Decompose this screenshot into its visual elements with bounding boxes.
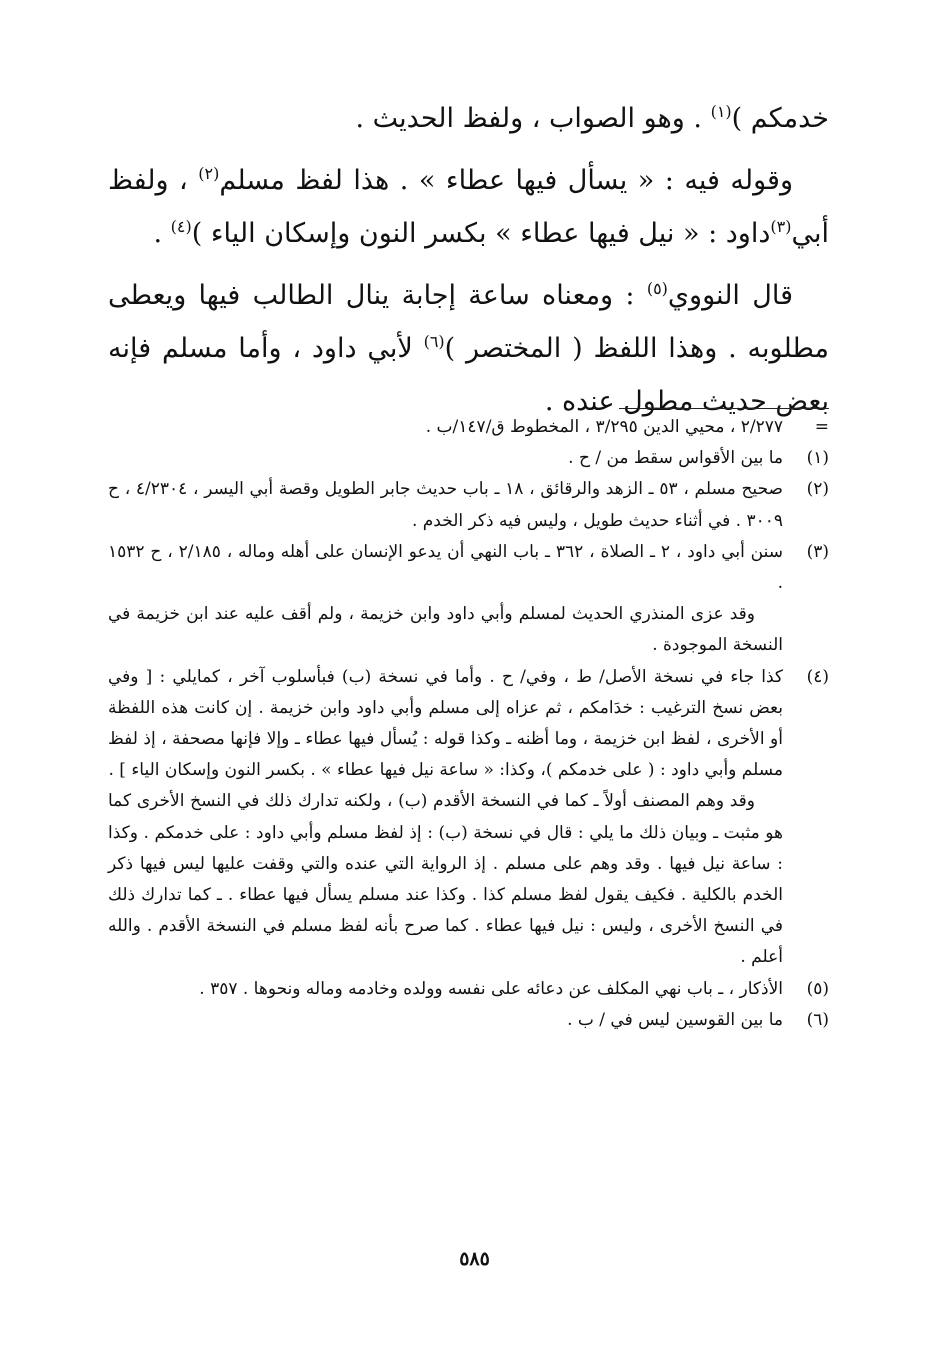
footnote-text: صحيح مسلم ، ٥٣ ـ الزهد والرقائق ، ١٨ ـ باب حديث جابر الطويل وقصة أبي اليسر ، ٤/٢٣٠٤ ، ح ٣٠٠٩ . في أثناء حديث طويل ، وليس فيه ذكر الخدم . [108,479,783,531]
footnote-ref-5[interactable]: (٥) [646,279,668,298]
footnote-6 [108,1005,829,1036]
footnote-ref-3[interactable]: (٣) [770,217,792,236]
footnote-text: الأذكار ، ـ باب نهي المكلف عن دعائه على نفسه وولده وخادمه وماله ونحوها . ٣٥٧ . [199,978,783,999]
footnote-text: ما بين الأقواس سقط من / ح . [568,448,783,469]
footnote-number: (٥) [806,978,829,999]
footnote-ref-2[interactable]: (٢) [198,164,220,183]
footnote-continuation: وقد وهم المصنف أولاً ـ كما في النسخة الأقدم (ب) ، ولكنه تدارك ذلك في النسخ الأخرى كما هو مثبت ـ وبيان ذلك ما يلي : قال في نسخة (ب) : إذ لفظ مسلم وأبي داود : على خدمكم . وكذا : ساعة نيل فيها . وقد وهم على مسلم . إذ الرواية التي عنده والتي وقفت عليها ليس فيها ذكر الخدم بالكلية . فكيف يقول لفظ مسلم كذا . وكذا عند مسلم يسأل فيها عطاء . ـ كما تدارك ذلك في النسخ الأخرى ، وليس : نيل فيها عطاء . كما صرح بأنه لفظ مسلم في النسخة الأقدم . والله أعلم . [108,791,783,968]
footnote-text: سنن أبي داود ، ٢ ـ الصلاة ، ٣٦٢ ـ باب النهي أن يدعو الإنسان على أهله وماله ، ٢/١٨٥ ، ح ١٥٣٢ . [108,541,783,594]
footnote-text: كذا جاء في نسخة الأصل/ ط ، وفي/ ح . وأما في نسخة (ب) فبأسلوب آخر ، كمايلي : [ وفي بعض نسخ الترغيب : خدَامكم ، ثم عزاه إلى مسلم وأبي داود وابن خزيمة . إن كانت هذه اللفظة أو الأخرى ، لفظ ابن خزيمة ، وما أظنه ـ وكذا قوله : يُسأل فيها عطاء ـ وإلا فإنها مصحفة ، إذ لفظ مسلم وأبي داود : ( على خدمكم )، وكذا: « ساعة نيل فيها عطاء » . بكسر النون وإسكان الياء ] . [108,666,783,781]
footnote-text: ما بين القوسين ليس في / ب . [567,1009,783,1030]
footnote-4 [108,662,829,974]
main-text [108,92,829,428]
footnote-5 [108,974,829,1005]
footnote-number: (١) [806,448,829,469]
footnote-2 [108,474,829,536]
paragraph-3: قال النووي$^{(٥)}$ : ومعناه ساعة إجابة ينال الطالب فيها ويعطى مطلوبه . وهذا اللفظ ( المختصر )$^{(٦)}$ لأبي داود ، وأما مسلم فإنه بعض حديث مطول عنده . [108,279,829,417]
footnote-divider [619,408,829,409]
paragraph-1: خدمكم )$^{(١)}$ . وهو الصواب ، ولفظ الحديث . [355,102,829,134]
paragraph-2: وقوله فيه : « يسأل فيها عطاء » . هذا لفظ مسلم$^{(٢)}$ ، ولفظ أبي$^{(٣)}$داود : « نيل فيها عطاء » بكسر النون وإسكان الياء )$^{(٤)}$ . [108,164,829,249]
footnote-number: (٦) [806,1009,829,1030]
footnote-ref-1[interactable]: (١) [710,102,732,121]
footnote-number: = [814,417,829,437]
footnote-text: ٢/٢٧٧ ، محيي الدين ٣/٢٩٥ ، المخطوط ق/١٤٧/ب . [425,417,783,437]
footnote-1 [108,443,829,474]
footnote-number: (٣) [806,541,829,562]
footnote-number: (٤) [806,666,829,687]
page-number: ٥٨٥ [459,1248,490,1270]
footnote-continued [108,412,829,443]
footnote-3 [108,537,829,662]
footnote-ref-4[interactable]: (٤) [170,217,192,236]
footnote-number: (٢) [806,479,829,500]
footnote-ref-6[interactable]: (٦) [423,332,445,351]
footnote-continuation: وقد عزى المنذري الحديث لمسلم وأبي داود وابن خزيمة ، ولم أقف عليه عند ابن خزيمة في النسخة الموجودة . [108,604,783,656]
footnotes [108,412,829,1036]
